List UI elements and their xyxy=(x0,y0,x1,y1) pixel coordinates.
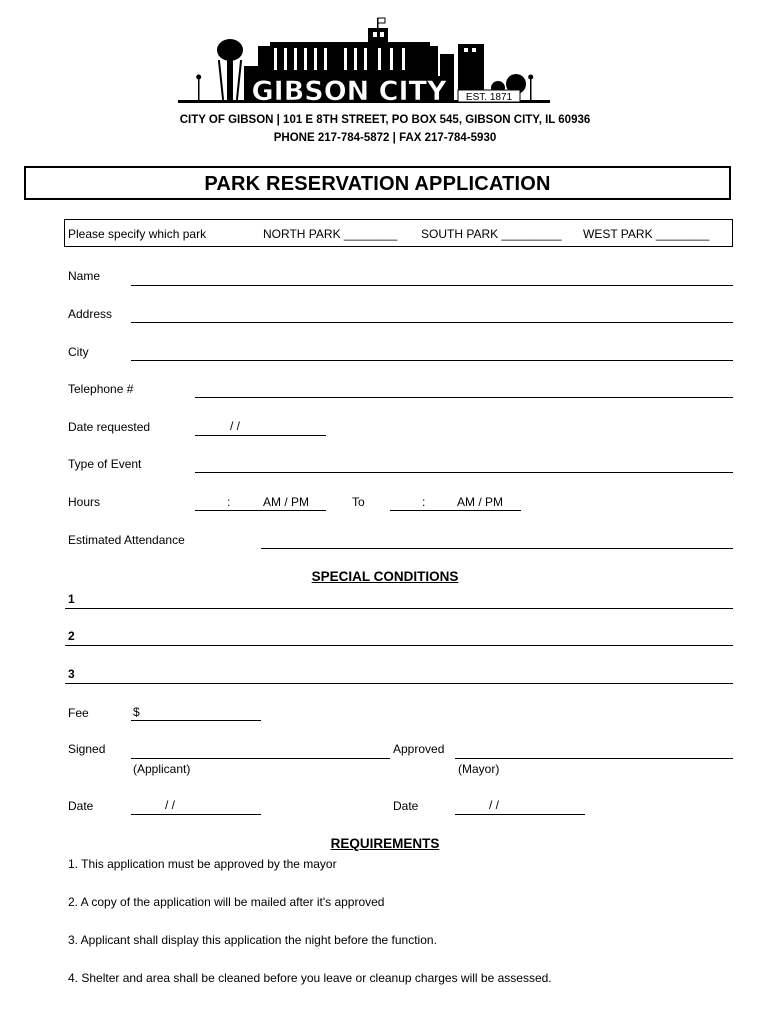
date-requested-slashes: / / xyxy=(230,419,241,433)
hours-from-ampm[interactable]: AM / PM xyxy=(263,495,310,509)
fee-label: Fee xyxy=(68,706,89,720)
approved-label: Approved xyxy=(393,742,445,756)
south-park-option[interactable]: SOUTH PARK _________ xyxy=(421,227,562,241)
special-condition-3-field[interactable] xyxy=(65,683,733,684)
city-field[interactable] xyxy=(131,360,733,361)
requirement-item: 1. This application must be approved by the mayor xyxy=(68,857,337,871)
requirement-item: 2. A copy of the application will be mailed after it's approved xyxy=(68,895,385,909)
requirement-item: 3. Applicant shall display this application the night before the function. xyxy=(68,933,437,947)
requirements-heading: REQUIREMENTS xyxy=(330,836,440,851)
date-right-label: Date xyxy=(393,799,419,813)
name-label: Name xyxy=(68,269,101,283)
type-of-event-field[interactable] xyxy=(195,472,733,473)
city-label: City xyxy=(68,345,89,359)
hours-to-colon: : xyxy=(422,495,426,509)
special-condition-number: 1 xyxy=(68,592,75,606)
park-selection-box xyxy=(64,219,733,247)
hours-to-ampm[interactable]: AM / PM xyxy=(457,495,504,509)
mayor-caption: (Mayor) xyxy=(458,762,500,776)
special-condition-number: 3 xyxy=(68,667,75,681)
address-label: Address xyxy=(68,307,113,321)
phone-line: PHONE 217-784-5872 | FAX 217-784-5930 xyxy=(273,132,497,144)
applicant-date-field[interactable] xyxy=(131,814,261,815)
mayor-signature-field[interactable] xyxy=(455,758,733,759)
signed-label: Signed xyxy=(68,742,106,756)
date-requested-field[interactable] xyxy=(195,435,326,436)
date-left-label: Date xyxy=(68,799,94,813)
city-logo xyxy=(178,14,550,106)
mayor-date-field[interactable] xyxy=(455,814,585,815)
date-right-slashes: / / xyxy=(489,798,500,812)
hours-to-label: To xyxy=(352,495,365,509)
hours-to-field[interactable] xyxy=(390,510,521,511)
logo-text: GIBSON CITY xyxy=(251,76,447,106)
hours-from-field[interactable] xyxy=(195,510,326,511)
applicant-signature-field[interactable] xyxy=(131,758,390,759)
hours-label: Hours xyxy=(68,495,101,509)
park-prompt: Please specify which park xyxy=(68,227,207,241)
fee-field[interactable] xyxy=(131,720,261,721)
date-left-slashes: / / xyxy=(165,798,176,812)
page-title: PARK RESERVATION APPLICATION xyxy=(204,173,551,195)
telephone-field[interactable] xyxy=(195,397,733,398)
requirement-item: 4. Shelter and area shall be cleaned before you leave or cleanup charges will be assessed. xyxy=(68,971,552,985)
type-of-event-label: Type of Event xyxy=(68,457,142,471)
special-conditions-heading: SPECIAL CONDITIONS xyxy=(311,569,459,584)
north-park-option[interactable]: NORTH PARK ________ xyxy=(263,227,398,241)
special-condition-1-field[interactable] xyxy=(65,608,733,609)
address-field[interactable] xyxy=(131,322,733,323)
name-field[interactable] xyxy=(131,285,733,286)
applicant-caption: (Applicant) xyxy=(133,762,191,776)
estimated-attendance-field[interactable] xyxy=(261,548,733,549)
date-requested-label: Date requested xyxy=(68,420,151,434)
west-park-option[interactable]: WEST PARK ________ xyxy=(583,227,710,241)
special-condition-number: 2 xyxy=(68,629,75,643)
special-condition-2-field[interactable] xyxy=(65,645,733,646)
title-box xyxy=(24,166,731,200)
fee-currency: $ xyxy=(133,705,140,719)
hours-from-colon: : xyxy=(227,495,231,509)
telephone-label: Telephone # xyxy=(68,382,134,396)
address-line: CITY OF GIBSON | 101 E 8TH STREET, PO BOX 545, GIBSON CITY, IL 60936 xyxy=(179,114,591,126)
skyline-logo-graphic xyxy=(178,14,550,106)
estimated-attendance-label: Estimated Attendance xyxy=(68,533,185,547)
logo-est: EST. 1871 xyxy=(465,92,513,103)
